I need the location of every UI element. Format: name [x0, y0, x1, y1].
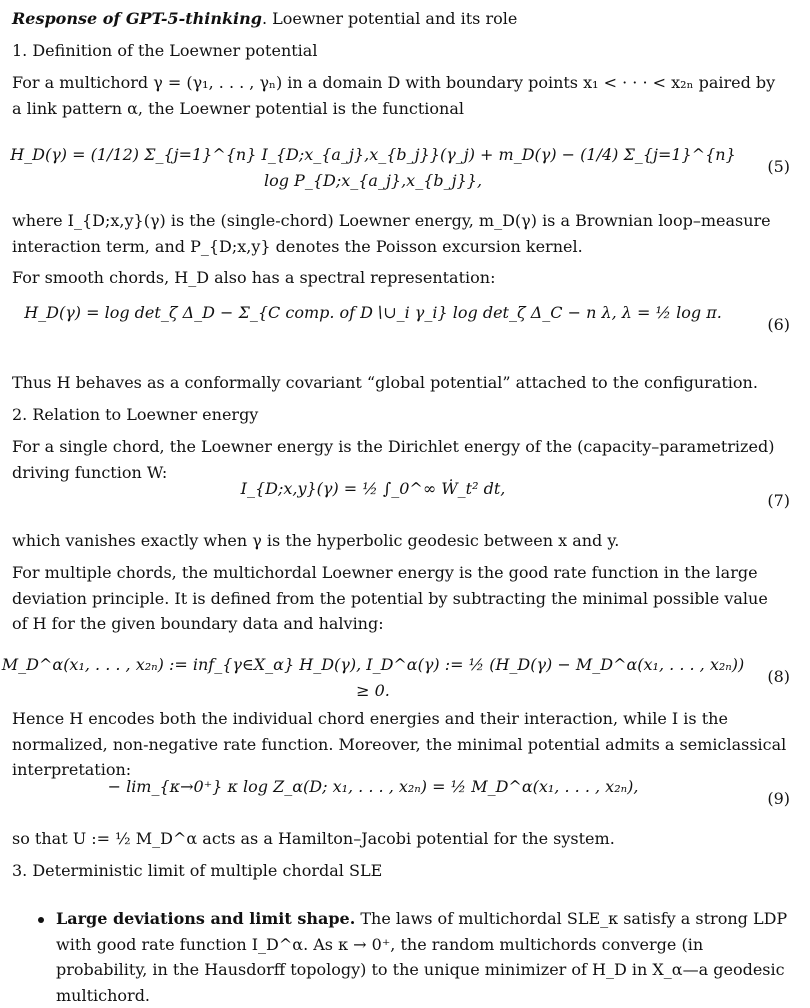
- section-heading-1: 1. Definition of the Loewner potential: [12, 41, 318, 60]
- equation-9-number: (9): [767, 789, 790, 808]
- paragraph-2: where I_{D;x,y}(γ) is the (single-chord) Loewner energy, m_D(γ) is a Brownian loop–measure interaction term, and P_{D;x,y} denotes the Poisson excursion kernel.: [12, 211, 771, 256]
- paragraph-5: For a single chord, the Loewner energy is the Dirichlet energy of the (capacity–parametrized) driving function W:: [12, 437, 775, 482]
- paragraph-9: so that U := ½ M_D^α acts as a Hamilton–Jacobi potential for the system.: [12, 829, 615, 848]
- response-title: [12, 6, 788, 32]
- paragraph-4: Thus H behaves as a conformally covariant “global potential” attached to the configuration.: [12, 373, 758, 392]
- equation-9-body: − lim_{κ→0⁺} κ log Z_α(D; x₁, . . . , x₂ₙ) = ½ M_D^α(x₁, . . . , x₂ₙ),: [107, 777, 639, 796]
- equation-8: [0, 652, 810, 700]
- equation-5-number: (5): [767, 157, 790, 176]
- equation-7: [0, 476, 810, 524]
- equation-9: [0, 774, 810, 822]
- equation-8-body: M_D^α(x₁, . . . , x₂ₙ) := inf_{γ∈X_α} H_D(γ), I_D^α(γ) := ½ (H_D(γ) − M_D^α(x₁, . . . , x₂ₙ)) ≥ 0.: [1, 655, 745, 700]
- equation-7-body: I_{D;x,y}(γ) = ½ ∫_0^∞ Ẇ_t² dt,: [240, 479, 506, 498]
- paragraph-6: which vanishes exactly when γ is the hyperbolic geodesic between x and y.: [12, 531, 620, 550]
- equation-6-body: H_D(γ) = log det_ζ Δ_D − Σ_{C comp. of D∖∪_i γ_i} log det_ζ Δ_C − n λ, λ = ½ log π.: [24, 303, 722, 322]
- section-heading-3: 3. Deterministic limit of multiple chordal SLE: [12, 861, 383, 880]
- title-rest: . Loewner potential and its role: [261, 9, 518, 28]
- bullet-dot-icon: [38, 917, 44, 923]
- equation-6: [0, 300, 810, 348]
- equation-8-number: (8): [767, 667, 790, 686]
- title-bold: Response of GPT-5-thinking: [12, 9, 262, 28]
- bullet-body: The laws of multichordal SLE_κ satisfy a strong LDP with good rate function I_D^α. As κ → 0⁺, the random multichords converge (in probability, in the Hausdorff topology) to the unique minimizer of H_D in X_α—a geodesic multichord.: [56, 909, 788, 1005]
- paragraph-8: Hence H encodes both the individual chord energies and their interaction, while I is the normalized, non-negative rate function. Moreover, the minimal potential admits a semiclassical interpretation:: [12, 709, 787, 780]
- equation-5-body: H_D(γ) = (1/12) Σ_{j=1}^{n} I_{D;x_{a_j},x_{b_j}}(γ_j) + m_D(γ) − (1/4) Σ_{j=1}^{n} log P_{D;x_{a_j},x_{b_j}},: [10, 145, 736, 190]
- paragraph-7: For multiple chords, the multichordal Loewner energy is the good rate function in the large deviation principle. It is defined from the potential by subtracting the minimal possible value of H for the given boundary data and halving:: [12, 563, 768, 634]
- equation-5: [0, 142, 810, 190]
- paragraph-3: For smooth chords, H_D also has a spectral representation:: [12, 268, 496, 287]
- equation-6-number: (6): [767, 315, 790, 334]
- equation-7-number: (7): [767, 491, 790, 510]
- bullet-paragraph: [56, 906, 788, 1008]
- section-heading-2: 2. Relation to Loewner energy: [12, 405, 259, 424]
- bullet-head: Large deviations and limit shape.: [56, 909, 356, 928]
- paragraph-1: For a multichord γ = (γ₁, . . . , γₙ) in a domain D with boundary points x₁ < · · · < x₂ₙ paired by a link pattern α, the Loewner potential is the functional: [12, 73, 776, 118]
